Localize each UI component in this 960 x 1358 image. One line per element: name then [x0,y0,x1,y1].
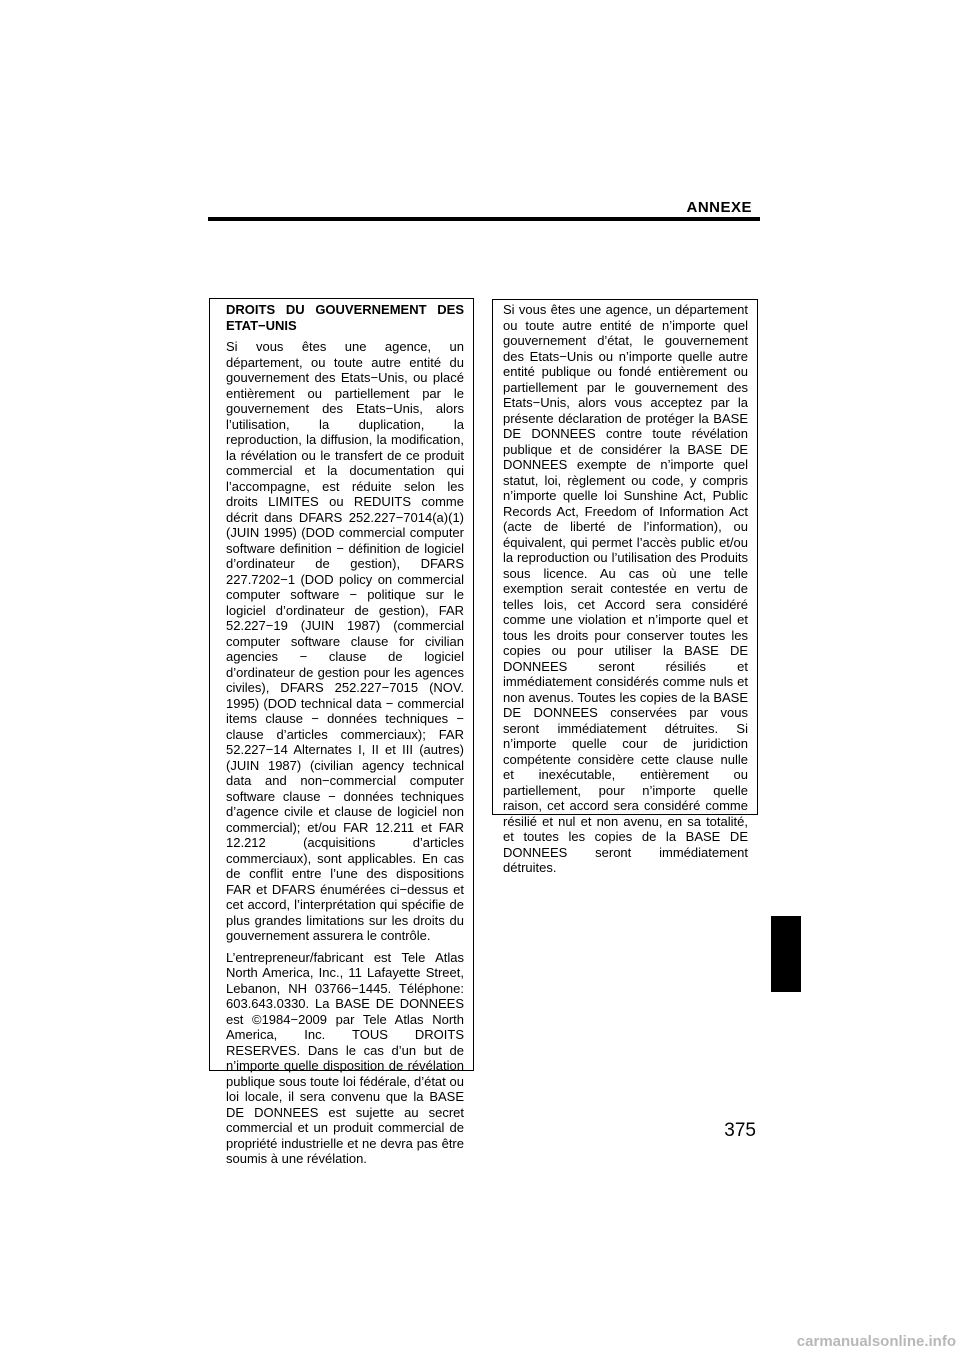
us-government-rights-box [209,298,474,1166]
public-disclosure-box [492,299,758,875]
box-paragraph: Si vous êtes une agence, un département ou toute autre entité de n’importe quel gouvernement d’état, le gouvernement des Etats−Unis ou n’importe quelle autre entité publique ou fondé entièrement ou partiellement par le gouvernement des Etats−Unis, alors vous acceptez par la présente déclaration de protéger la BASE DE DONNEES contre toute révélation publique et de considérer la BASE DE DONNEES exempte de n’importe quel statut, loi, règlement ou code, y compris n’importe quelle loi Sunshine Act, Public Records Act, Freedom of Information Act (acte de liberté de l’information), ou équivalent, qui permet l’accès public et/ou la reproduction ou l’utilisation des Produits sous licence. Au cas où une telle exemption serait contestée en vertu de telles lois, cet Accord sera considéré comme une violation et n’importe quel et tous les droits pour conserver toutes les copies ou pour utiliser la BASE DE DONNEES seront résiliés et immédiatement considérés comme nuls et non avenus. Toutes les copies de la BASE DE DONNEES conservées par vous seront immédiatement détruites. Si n’importe quelle cour de juridiction compétente considère cette clause nulle et inexécutable, entièrement ou partiellement, pour n’importe quelle raison, cet accord sera considéré comme résilié et nul et non avenu, en sa totalité, et toutes les copies de la BASE DE DONNEES seront immédiatement détruites. [503,302,748,875]
page-number: 375 [724,1120,756,1141]
box-paragraph: Si vous êtes une agence, un département, ou toute autre entité du gouvernement des Etats−Unis, ou placé entièrement ou partiellement par le gouvernement des Etats−Unis, alors l’utilisation, la duplication, la reproduction, la diffusion, la modification, la révélation ou le transfert de ce produit commercial et la documentation qui l’accompagne, est réduite selon les droits LIMITES ou REDUITS comme décrit dans DFARS 252.227−7014(a)(1) (JUIN 1995) (DOD commercial computer software definition − définition de logiciel d’ordinateur de gestion), DFARS 227.7202−1 (DOD policy on commercial computer software − politique sur le logiciel d’ordinateur de gestion), FAR 52.227−19 (JUIN 1987) (commercial computer software clause for civilian agencies − clause de logiciel d’ordinateur de gestion pour les agences civiles), DFARS 252.227−7015 (NOV. 1995) (DOD technical data − commercial items clause − données techniques − clause d’articles commerciaux); FAR 52.227−14 Alternates I, II et III (autres) (JUIN 1987) (civilian agency technical data and non−commercial computer software clause − données techniques d’agence civile et clause de logiciel non commercial); et/ou FAR 12.211 et FAR 12.212 (acquisitions d’articles commerciaux), sont applicables. En cas de conflit entre l’une des dispositions FAR et DFARS énumérées ci−dessus et cet accord, l’interprétation qui spécifie de plus grandes limitations sur les droits du gouvernement assurera le contrôle. [226,339,464,943]
header-rule [208,217,760,221]
box-heading: DROITS DU GOUVERNEMENT DES ETAT−UNIS [226,302,464,333]
box-paragraph: L’entrepreneur/fabricant est Tele Atlas North America, Inc., 11 Lafayette Street, Lebanon, NH 03766−1445. Téléphone: 603.643.0330. La BASE DE DONNEES est ©1984−2009 par Tele Atlas North America, Inc. TOUS DROITS RESERVES. Dans le cas d’un but de n’importe quelle disposition de révélation publique sous toute loi fédérale, d’état ou loi locale, il sera convenu que la BASE DE DONNEES est sujette au secret commercial et un produit commercial de propriété industrielle et ne devra pas être soumis à une révélation. [226,949,464,1166]
chapter-tab-marker [771,916,801,992]
section-title: ANNEXE [686,199,752,216]
watermark: carmanualsonline.info [796,1333,956,1350]
